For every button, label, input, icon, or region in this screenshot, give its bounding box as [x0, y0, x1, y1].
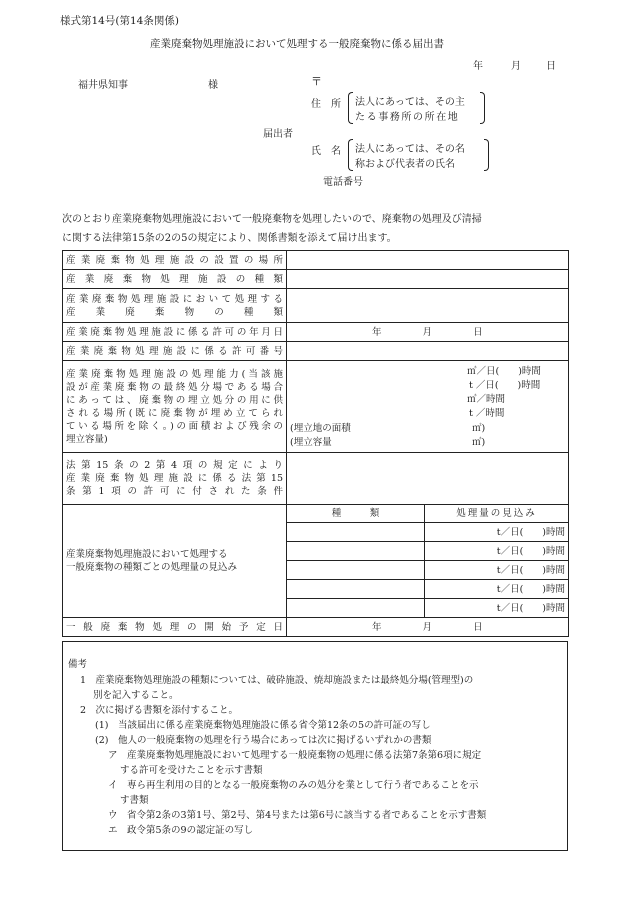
start-day: 日	[473, 621, 483, 633]
row-waste-type-label-line1: 産業廃棄物処理施設において処理する	[66, 293, 283, 305]
row-capacity-value[interactable]	[287, 361, 569, 453]
permit-day: 日	[473, 326, 483, 338]
landfill-area-unit: ㎡)	[472, 423, 486, 434]
waste-type-input[interactable]	[287, 523, 425, 542]
notes-sub2: (2) 他人の一般廃棄物の処理を行う場合にあっては次に掲げるいずれかの書類	[95, 735, 432, 746]
name-note-line2: 称および代表者の氏名	[355, 159, 455, 170]
address-bracket-right	[480, 92, 485, 124]
form-number: 様式第14号(第14条関係)	[60, 15, 179, 27]
waste-amount-input[interactable]: t／日( )時間	[425, 580, 569, 599]
waste-type-input[interactable]	[287, 599, 425, 618]
capacity-label-line: ている場所を除く。)の面積および残余の	[66, 420, 283, 432]
notes-a-line2: する許可を受けたことを示す書類	[120, 765, 263, 776]
notes-i-line2: す書類	[120, 795, 149, 806]
row-start-date-value[interactable]	[287, 618, 569, 637]
capacity-m3-day: ㎥／日( )時間	[467, 366, 541, 377]
row-conditions-label	[63, 453, 287, 505]
table-row	[63, 289, 569, 323]
address-note-line2: たる事務所の所在地	[355, 112, 460, 123]
permit-year: 年	[372, 326, 382, 338]
name-label: 氏 名	[311, 146, 341, 157]
address-note-line1: 法人にあっては、その主	[355, 97, 465, 108]
landfill-volume-unit: ㎥)	[472, 437, 486, 448]
row-capacity-label	[63, 361, 287, 453]
table-row	[63, 618, 569, 637]
permit-month: 月	[422, 326, 433, 338]
address-bracket-left	[348, 92, 353, 124]
row-location-label: 産業廃棄物処理施設の設置の場所	[63, 251, 287, 270]
notes-a-line1: ア 産業廃棄物処理施設において処理する一般廃棄物の処理に係る法第7条第6項に規定	[108, 750, 482, 761]
table-row	[63, 323, 569, 342]
landfill-volume-label: (埋立容量	[290, 437, 332, 448]
date-year-label: 年	[473, 61, 483, 72]
intro-line-2: に関する法律第15条の2の5の規定により、関係書類を添えて届け出ます。	[62, 233, 397, 244]
conditions-label-line: 産業廃棄物処理施設に係る法第15	[66, 473, 283, 484]
address-label: 住 所	[311, 99, 341, 110]
start-year: 年	[372, 621, 382, 633]
volume-estimate-label-line1: 産業廃棄物処理施設において処理する	[66, 549, 228, 560]
volume-estimate-label-line2: 一般廃棄物の種類ごとの処理量の見込み	[66, 562, 238, 573]
waste-type-input[interactable]	[287, 542, 425, 561]
table-row	[63, 505, 569, 523]
row-volume-estimate-label	[63, 505, 287, 618]
capacity-label-line: される場所(既に廃棄物が埋め立てられ	[66, 407, 283, 419]
notes-e-line: エ 政令第5条の9の認定証の写し	[108, 825, 254, 836]
row-permit-number-value[interactable]	[287, 342, 569, 361]
capacity-t-day: t ／日( )時間	[469, 380, 541, 391]
row-start-date-label: 一般廃棄物処理の開始予定日	[63, 618, 287, 637]
notification-table	[62, 250, 569, 637]
addressee-governor: 福井県知事	[78, 80, 128, 91]
notes-u-line: ウ 省令第2条の3第1号、第2号、第4号または第6号に該当する者であることを示す書類	[108, 810, 487, 821]
notes-i-line1: イ 専ら再生利用の目的となる一般廃棄物のみの処分を業として行う者であることを示	[108, 780, 479, 791]
applicant-role: 届出者	[263, 129, 293, 140]
capacity-label-line: 産業廃棄物処理施設の処理能力(当該施	[66, 368, 283, 380]
waste-type-input[interactable]	[287, 561, 425, 580]
notes-item1-line2: 別を記入すること。	[93, 690, 179, 701]
row-permit-date-value[interactable]	[287, 323, 569, 342]
waste-amount-input[interactable]: t／日( )時間	[425, 523, 569, 542]
waste-amount-input[interactable]: t／日( )時間	[425, 561, 569, 580]
row-facility-type-value[interactable]	[287, 270, 569, 289]
sub-header-amount: 処理量の見込み	[425, 505, 569, 523]
date-month-label: 月	[511, 61, 521, 72]
name-note-line1: 法人にあっては、その名	[355, 144, 465, 155]
notes-item1-line1: 1 産業廃棄物処理施設の種類については、破砕施設、焼却施設または最終処分場(管理型)の	[80, 675, 474, 686]
row-permit-date-label: 産業廃棄物処理施設に係る許可の年月日	[63, 323, 287, 342]
conditions-label-line: 条第1項の許可に付された条件	[66, 486, 283, 497]
landfill-area-label: (埋立地の面積	[290, 423, 351, 434]
name-bracket-left	[348, 139, 353, 171]
waste-amount-input[interactable]: t／日( )時間	[425, 599, 569, 618]
date-day-label: 日	[546, 61, 556, 72]
capacity-label-line: にあっては、廃棄物の埋立処分の用に供	[66, 394, 283, 406]
row-waste-type-label-line2: 産業廃棄物の種類	[66, 306, 283, 318]
waste-amount-input[interactable]: t／日( )時間	[425, 542, 569, 561]
postal-mark: 〒	[311, 75, 322, 88]
sub-header-type: 種 類	[287, 505, 425, 523]
row-location-value[interactable]	[287, 251, 569, 270]
table-row	[63, 361, 569, 453]
row-conditions-value[interactable]	[287, 453, 569, 505]
waste-type-input[interactable]	[287, 580, 425, 599]
phone-label: 電話番号	[323, 177, 363, 188]
row-waste-type-value[interactable]	[287, 289, 569, 323]
row-permit-number-label: 産業廃棄物処理施設に係る許可番号	[63, 342, 287, 361]
table-row	[63, 453, 569, 505]
capacity-label-line: 埋立容量)	[66, 433, 108, 445]
conditions-label-line: 法第15条の2第4項の規定により	[66, 460, 283, 471]
notes-item2: 2 次に掲げる書類を添付すること。	[80, 705, 239, 716]
notes-heading: 備考	[68, 659, 88, 670]
form-title: 産業廃棄物処理施設において処理する一般廃棄物に係る届出書	[150, 38, 444, 50]
notes-box	[62, 641, 568, 851]
table-row	[63, 342, 569, 361]
capacity-t-hour: t ／時間	[469, 408, 505, 419]
table-row	[63, 251, 569, 270]
start-month: 月	[422, 621, 433, 633]
row-waste-type-label	[63, 289, 287, 323]
addressee-honorific: 様	[208, 80, 218, 91]
table-row	[63, 270, 569, 289]
notes-sub1: (1) 当該届出に係る産業廃棄物処理施設に係る省令第12条の5の許可証の写し	[95, 720, 431, 731]
row-facility-type-label: 産業廃棄物処理施設の種類	[63, 270, 287, 289]
capacity-m3-hour: ㎥／時間	[467, 394, 506, 405]
capacity-label-line: 設が産業廃棄物の最終処分場である場合	[66, 381, 283, 393]
intro-line-1: 次のとおり産業廃棄物処理施設において一般廃棄物を処理したいので、廃棄物の処理及び清掃	[62, 214, 482, 225]
name-bracket-right	[484, 139, 489, 171]
